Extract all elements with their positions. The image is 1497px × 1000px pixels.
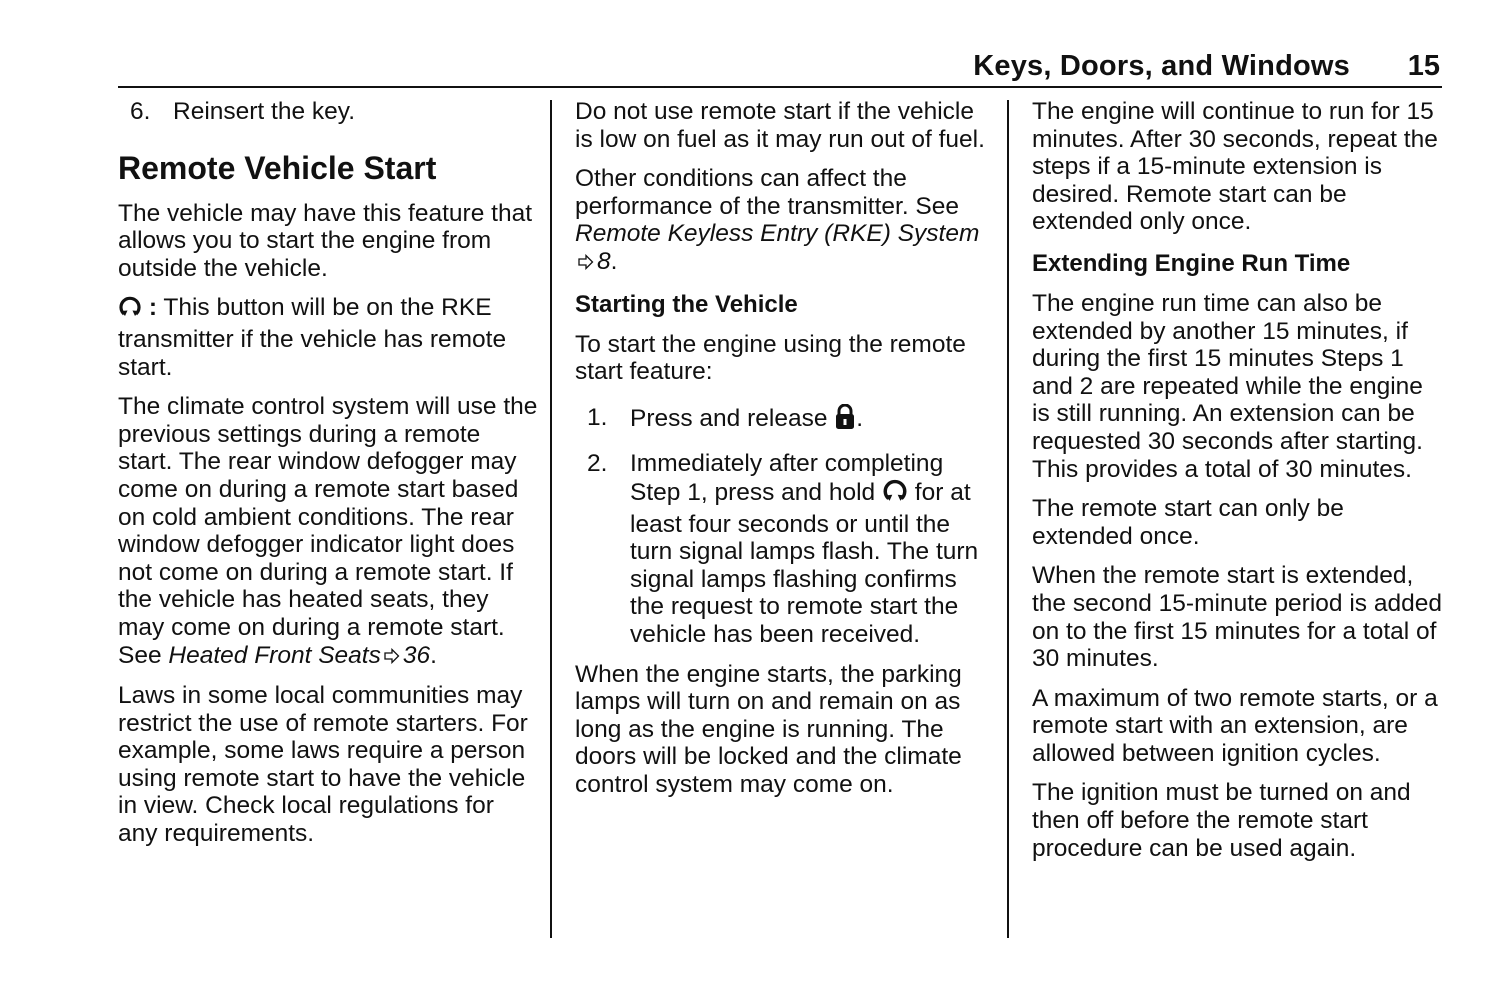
paragraph: The ignition must be turned on and then off before the remote start procedure can be used again.	[1032, 779, 1411, 862]
paragraph: The engine will continue to run for 15 minutes. After 30 seconds, repeat the steps if a 15-minute extension is desired. Remote start can be extended only once.	[1032, 98, 1438, 236]
list-item	[575, 450, 995, 648]
icon-colon: :	[148, 294, 157, 322]
column-1	[118, 98, 538, 860]
step-text: Press and release	[630, 404, 828, 432]
paragraph: The vehicle may have this feature that allows you to start the engine from outside the vehicle.	[118, 199, 532, 282]
paragraph: To start the engine using the remote start feature:	[575, 330, 966, 386]
reference-arrow-icon	[384, 643, 400, 671]
step-text: Immediately after completing	[630, 450, 944, 478]
reference-arrow-icon	[578, 249, 594, 277]
step-text: for at least four seconds or until the turn signal lamps flash. The turn signal lamps flashing confirms the request to remote start the vehicle has been received.	[630, 478, 979, 648]
reference-page: 8	[597, 247, 611, 275]
paragraph: Laws in some local communities may restrict the use of remote starters. For example, some laws require a person using remote start to have the vehicle in view. Check local regulations for any requirements.	[118, 682, 528, 848]
remote-start-icon	[118, 295, 142, 326]
section-title: Keys, Doors, and Windows	[973, 50, 1350, 82]
paragraph	[118, 294, 538, 381]
section-heading: Remote Vehicle Start	[118, 149, 437, 186]
step-text: Step 1, press and hold	[630, 478, 876, 506]
paragraph: Do not use remote start if the vehicle is low on fuel as it may run out of fuel.	[575, 98, 985, 153]
cross-reference-link[interactable]	[168, 642, 430, 669]
step-text: Reinsert the key.	[173, 98, 356, 125]
paragraph-text: Other conditions can affect the performance of the transmitter. See	[575, 165, 960, 220]
paragraph-text: The climate control system will use the previous settings during a remote start. The rear window defogger may come on during a remote start based on cold ambient conditions. The rear window defogger indicator light does not come on during a remote start. If the vehicle has heated seats, they may come on during a remote start. See	[118, 393, 538, 669]
step-number: 6.	[130, 98, 151, 125]
column-divider	[1007, 100, 1009, 938]
paragraph-text: This button will be on the RKE transmitter if the vehicle has remote start.	[118, 294, 507, 381]
subheading: Extending Engine Run Time	[1032, 249, 1351, 277]
reference-title: Heated Front Seats	[168, 641, 381, 669]
page-header	[118, 48, 1442, 88]
list-item	[118, 98, 538, 126]
column-divider	[550, 100, 552, 938]
column-3	[1032, 98, 1442, 874]
paragraph: When the engine starts, the parking lamps will turn on and remain on as long as the engine is running. The doors will be locked and the climate control system may come on.	[575, 660, 962, 798]
column-2	[575, 98, 995, 810]
page-number: 15	[1407, 50, 1440, 82]
cross-reference-link[interactable]	[575, 220, 979, 275]
reference-page: 36	[402, 641, 431, 669]
subheading: Starting the Vehicle	[575, 290, 798, 318]
paragraph: A maximum of two remote starts, or a remote start with an extension, are allowed between ignition cycles.	[1032, 684, 1438, 767]
step-number: 2.	[587, 450, 608, 478]
reference-title: Remote Keyless Entry (RKE) System	[575, 220, 980, 248]
lock-icon	[834, 404, 856, 437]
remote-start-icon	[882, 478, 908, 511]
paragraph: Other conditions can affect the performance of the transmitter. See Remote Keyless Entry (RKE) System8.	[575, 165, 980, 275]
paragraph: When the remote start is extended, the second 15-minute period is added on to the first 15 minutes for a total of 30 minutes.	[1032, 562, 1442, 673]
list-item: 1. Press and release .	[575, 404, 995, 437]
paragraph: The remote start can only be extended once.	[1032, 495, 1344, 550]
paragraph: The climate control system will use the previous settings during a remote start. The rear window defogger may come on during a remote start based on cold ambient conditions. The rear window defogger indicator light does not come on during a remote start. If the vehicle has heated seats, they may come on during a remote start. See Heated Front Seats 36.	[118, 393, 538, 669]
step-number: 1.	[587, 403, 608, 431]
paragraph: The engine run time can also be extended by another 15 minutes, if during the first 15 minutes Steps 1 and 2 are repeated while the engine is still running. An extension can be requested 30 seconds after starting. This provides a total of 30 minutes.	[1032, 289, 1423, 483]
